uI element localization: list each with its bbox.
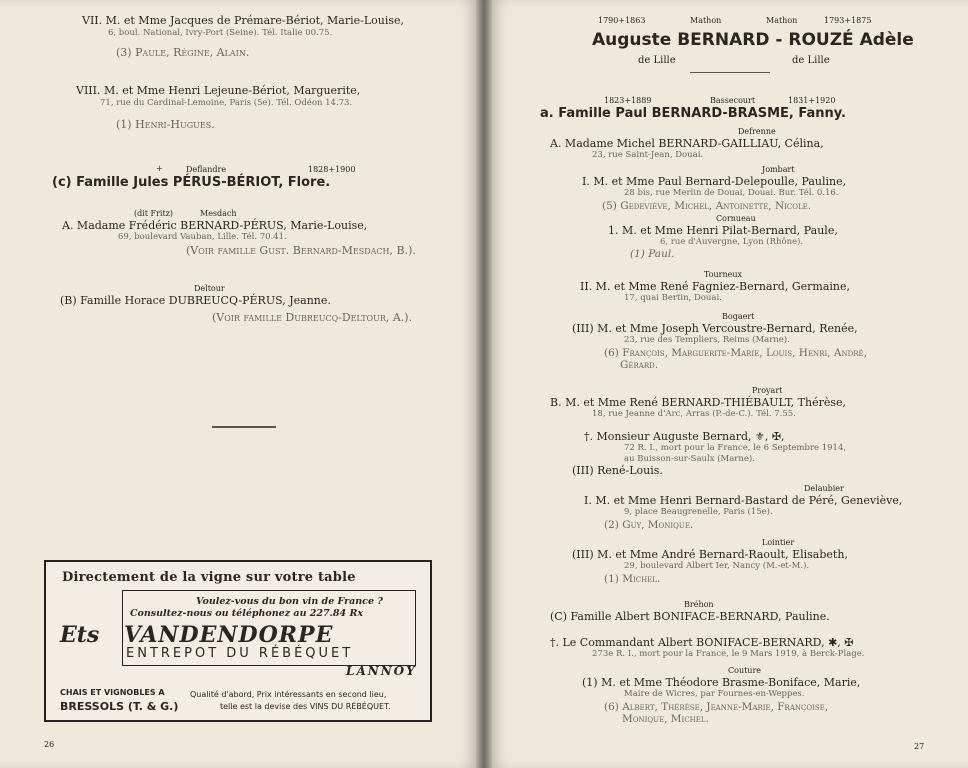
header-from-right: de Lille xyxy=(792,55,830,66)
ad-question: Voulez-vous du bon vin de France ? xyxy=(196,596,383,607)
entry-vii-address: 6, boul. National, Ivry-Port (Seine). Tél. Italie 00.75. xyxy=(108,28,333,38)
ad-tagline2: telle est la devise des VINS DU RÉBÉQUET. xyxy=(220,702,391,711)
entry-B-address: 18, rue Jeanne d'Arc, Arras (P.-de-C.). Tél. 7.55. xyxy=(592,409,796,419)
entry-A-address: 23, rue Saint-Jean, Douai. xyxy=(592,150,704,160)
entry-B-III-address: 29, boulevard Albert Ier, Nancy (M.-et-M.). xyxy=(624,561,810,571)
ad-tagline1: Qualité d'abord, Prix intéressants en second lieu, xyxy=(190,690,387,699)
header-dates-left: 1790+1863 xyxy=(598,16,646,25)
annot-deflandre: Deflandre xyxy=(186,165,227,174)
book-gutter xyxy=(476,0,492,768)
annot-lointier: Lointier xyxy=(762,538,795,547)
entry-a: A. Madame Frédéric BERNARD-PÉRUS, Marie-Louise, xyxy=(62,219,368,232)
entry-C-1-children-2: Monique, Michel. xyxy=(622,713,709,725)
entry-C-1: (1) M. et Mme Théodore Brasme-Boniface, Marie, xyxy=(582,676,861,689)
annot-delaubier: Delaubier xyxy=(804,484,844,493)
entry-C-commandant-l2: 273e R. I., mort pour la France, le 9 Mars 1919, à Berck-Plage. xyxy=(592,649,865,659)
ad-headline: Directement de la vigne sur votre table xyxy=(62,570,356,585)
section-divider xyxy=(212,426,276,428)
entry-viii-address: 71, rue du Cardinal-Lemoine, Paris (5e). Tél. Odéon 14.73. xyxy=(100,98,353,108)
entry-C-1-address: Maire de Wicres, par Fournes-en-Weppes. xyxy=(624,689,805,699)
entry-A: A. Madame Michel BERNARD-GAILLIAU, Célina, xyxy=(550,137,824,150)
entry-b-ref: (Voir famille Dubreucq-Deltour, A.). xyxy=(212,311,413,324)
entry-a-address: 69, boulevard Vauban, Lille. Tél. 70.41. xyxy=(118,232,287,242)
entry-A-I-1-address: 6, rue d'Auvergne, Lyon (Rhône). xyxy=(660,237,804,247)
annot-jombart: Jombart xyxy=(762,165,795,174)
header-title: Auguste BERNARD - ROUZÉ Adèle xyxy=(592,30,914,50)
entry-vii: VII. M. et Mme Jacques de Prémare-Bériot, Marie-Louise, xyxy=(82,14,405,27)
annot-cornueau: Cornueau xyxy=(716,214,756,223)
entry-c-heading: (c) Famille Jules PÉRUS-BÉRIOT, Flore. xyxy=(52,175,331,190)
ad-bressols: BRESSOLS (T. & G.) xyxy=(60,700,179,713)
annot-dates-1: 1823+1889 xyxy=(604,96,652,105)
entry-A-II: II. M. et Mme René Fagniez-Bernard, Germaine, xyxy=(580,280,850,293)
ad-subtitle: ENTREPOT DU RÉBÉQUET xyxy=(126,646,354,661)
entry-B-auguste-l2: 72 R. I., mort pour la France, le 6 Septembre 1914, xyxy=(624,443,847,453)
entry-A-III-address: 23, rue des Templiers, Reims (Marne). xyxy=(624,335,790,345)
annot-bogaert: Bogaert xyxy=(722,312,755,321)
entry-viii-children: (1) Henri-Hugues. xyxy=(116,118,215,131)
header-maiden-right: Mathon xyxy=(766,16,798,25)
ad-town: LANNOY xyxy=(346,664,417,678)
annot-mesdach: Mesdach xyxy=(200,209,237,218)
page-number-right: 27 xyxy=(914,742,925,751)
annot-bassecourt: Bassecourt xyxy=(710,96,756,105)
entry-A-III-children: (6) François, Marguerite-Marie, Louis, Henri, André, xyxy=(604,347,867,359)
ad-phone: Consultez-nous ou téléphonez au 227.84 Rx xyxy=(130,608,364,619)
page-number-left: 26 xyxy=(44,740,55,749)
annot-couture: Couture xyxy=(728,666,762,675)
annot-cross: + xyxy=(156,164,163,173)
entry-C-1-children: (6) Albert, Thérèse, Jeanne-Marie, Françoise, xyxy=(604,701,829,713)
entry-A-I-children: (5) Gedeviève, Michel, Antoinette, Nicole. xyxy=(602,200,812,212)
entry-A-III-children-2: Gérard. xyxy=(620,359,659,371)
entry-B-auguste: †. Monsieur Auguste Bernard, ⚜, ✠, xyxy=(584,430,785,443)
header-from-left: de Lille xyxy=(638,55,676,66)
entry-B: B. M. et Mme René BERNARD-THIÉBAULT, Thérèse, xyxy=(550,396,847,409)
entry-A-II-address: 17, quai Bertin, Douai. xyxy=(624,293,722,303)
annot-dates: 1828+1900 xyxy=(308,165,356,174)
entry-C: (C) Famille Albert BONIFACE-BERNARD, Pauline. xyxy=(550,610,830,623)
entry-A-III: (III) M. et Mme Joseph Vercoustre-Bernard, Renée, xyxy=(572,322,858,335)
entry-B-III-children: (1) Michel. xyxy=(604,573,661,585)
annot-brehon: Bréhon xyxy=(684,600,714,609)
entry-B-III: (III) M. et Mme André Bernard-Raoult, Elisabeth, xyxy=(572,548,848,561)
annot-tourneux: Tourneux xyxy=(704,270,743,279)
ad-chais: CHAIS ET VIGNOBLES A xyxy=(60,688,165,697)
entry-A-I-1-children: (1) Paul. xyxy=(630,248,675,260)
entry-B-I: I. M. et Mme Henri Bernard-Bastard de Péré, Geneviève, xyxy=(584,494,903,507)
entry-B-auguste-l3: au Buisson-sur-Saulx (Marne). xyxy=(624,454,755,464)
ad-ets: Ets xyxy=(60,622,100,648)
header-dates-right: 1793+1875 xyxy=(824,16,872,25)
annot-dit-fritz: (dit Fritz) xyxy=(134,209,174,218)
advertisement xyxy=(44,560,432,722)
entry-a-ref: (Voir famille Gust. Bernard-Mesdach, B.). xyxy=(186,244,416,257)
entry-A-I-1: 1. M. et Mme Henri Pilat-Bernard, Paule, xyxy=(608,224,838,237)
family-a-heading: a. Famille Paul BERNARD-BRASME, Fanny. xyxy=(540,106,846,121)
annot-defrenne: Defrenne xyxy=(738,127,776,136)
annot-deltour: Deltour xyxy=(194,284,225,293)
annot-dates-2: 1831+1920 xyxy=(788,96,836,105)
entry-b: (B) Famille Horace DUBREUCQ-PÉRUS, Jeanne. xyxy=(60,294,331,307)
entry-C-commandant: †. Le Commandant Albert BONIFACE-BERNARD, ✱, ✠ xyxy=(550,636,854,649)
header-maiden-left: Mathon xyxy=(690,16,722,25)
ad-brand: VANDENDORPE xyxy=(124,622,334,648)
entry-A-I-address: 28 bis, rue Merlin de Douai, Douai. Bur. Tél. 0.16. xyxy=(624,188,839,198)
entry-viii: VIII. M. et Mme Henri Lejeune-Bériot, Marguerite, xyxy=(76,84,361,97)
entry-B-I-address: 9, place Beaugrenelle, Paris (15e). xyxy=(624,507,773,517)
header-rule xyxy=(690,72,770,73)
entry-A-I: I. M. et Mme Paul Bernard-Delepoulle, Pauline, xyxy=(582,175,847,188)
annot-proyart: Proyart xyxy=(752,386,783,395)
right-page xyxy=(484,0,968,768)
entry-B-renelouis: (III) René-Louis. xyxy=(572,464,663,477)
entry-B-I-children: (2) Guy, Monique. xyxy=(604,519,694,531)
entry-vii-children: (3) Paule, Régine, Alain. xyxy=(116,46,250,59)
